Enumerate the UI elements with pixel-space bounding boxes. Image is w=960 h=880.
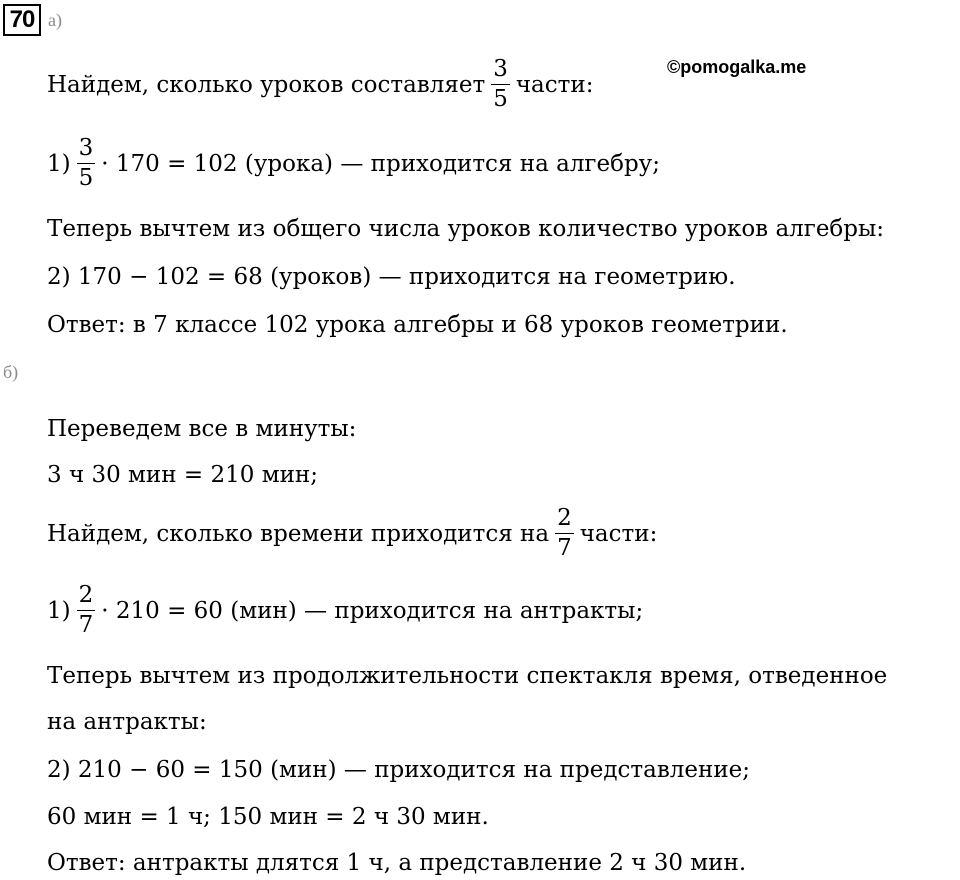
part-b-label: б) bbox=[3, 362, 19, 382]
step-number: 1) bbox=[47, 150, 71, 177]
fraction bbox=[555, 507, 574, 560]
part-b-line-3-tail: части: bbox=[579, 520, 658, 547]
fraction bbox=[77, 584, 96, 637]
fraction-numerator: 2 bbox=[555, 507, 574, 534]
part-a-line-2 bbox=[47, 137, 660, 190]
part-b-line-6: на антракты: bbox=[47, 709, 207, 735]
part-a-line-1 bbox=[47, 58, 593, 111]
part-a-answer: Ответ: в 7 классе 102 урока алгебры и 68 уроков геометрии. bbox=[47, 312, 788, 338]
part-a-line-1-text: Найдем, сколько уроков составляет bbox=[47, 71, 486, 98]
fraction-denominator: 5 bbox=[78, 165, 94, 191]
part-b-line-3-text: Найдем, сколько времени приходится на bbox=[47, 520, 550, 547]
part-b-line-2: 3 ч 30 мин = 210 мин; bbox=[47, 462, 318, 488]
part-b-answer: Ответ: антракты длятся 1 ч, а представление 2 ч 30 мин. bbox=[47, 850, 747, 876]
fraction-numerator: 3 bbox=[491, 58, 510, 85]
part-b-line-3 bbox=[47, 507, 657, 560]
part-a-line-1-tail: части: bbox=[515, 71, 594, 98]
part-b-line-7: 2) 210 − 60 = 150 (мин) — приходится на представление; bbox=[47, 757, 751, 783]
fraction bbox=[77, 137, 96, 190]
part-b-line-8: 60 мин = 1 ч; 150 мин = 2 ч 30 мин. bbox=[47, 804, 489, 830]
fraction-denominator: 5 bbox=[493, 86, 508, 112]
fraction-numerator: 3 bbox=[77, 137, 96, 164]
fraction-numerator: 2 bbox=[77, 584, 96, 611]
fraction bbox=[491, 58, 510, 111]
part-b-line-1: Переведем все в минуты: bbox=[47, 416, 357, 442]
problem-number: 70 bbox=[3, 4, 41, 36]
part-a-label: а) bbox=[48, 10, 62, 30]
part-b-line-4-text: · 210 = 60 (мин) — приходится на антракты; bbox=[101, 597, 644, 624]
part-a-line-3: Теперь вычтем из общего числа уроков количество уроков алгебры: bbox=[47, 216, 885, 242]
part-b-line-4 bbox=[47, 584, 643, 637]
watermark: ©pomogalka.me bbox=[667, 57, 807, 77]
step-number: 1) bbox=[47, 597, 71, 624]
part-b-line-5: Теперь вычтем из продолжительности спектакля время, отведенное bbox=[47, 663, 888, 689]
part-a-line-2-text: · 170 = 102 (урока) — приходится на алгебру; bbox=[101, 150, 660, 177]
part-a-line-4: 2) 170 − 102 = 68 (уроков) — приходится на геометрию. bbox=[47, 264, 736, 290]
fraction-denominator: 7 bbox=[557, 535, 572, 561]
fraction-denominator: 7 bbox=[78, 612, 94, 638]
